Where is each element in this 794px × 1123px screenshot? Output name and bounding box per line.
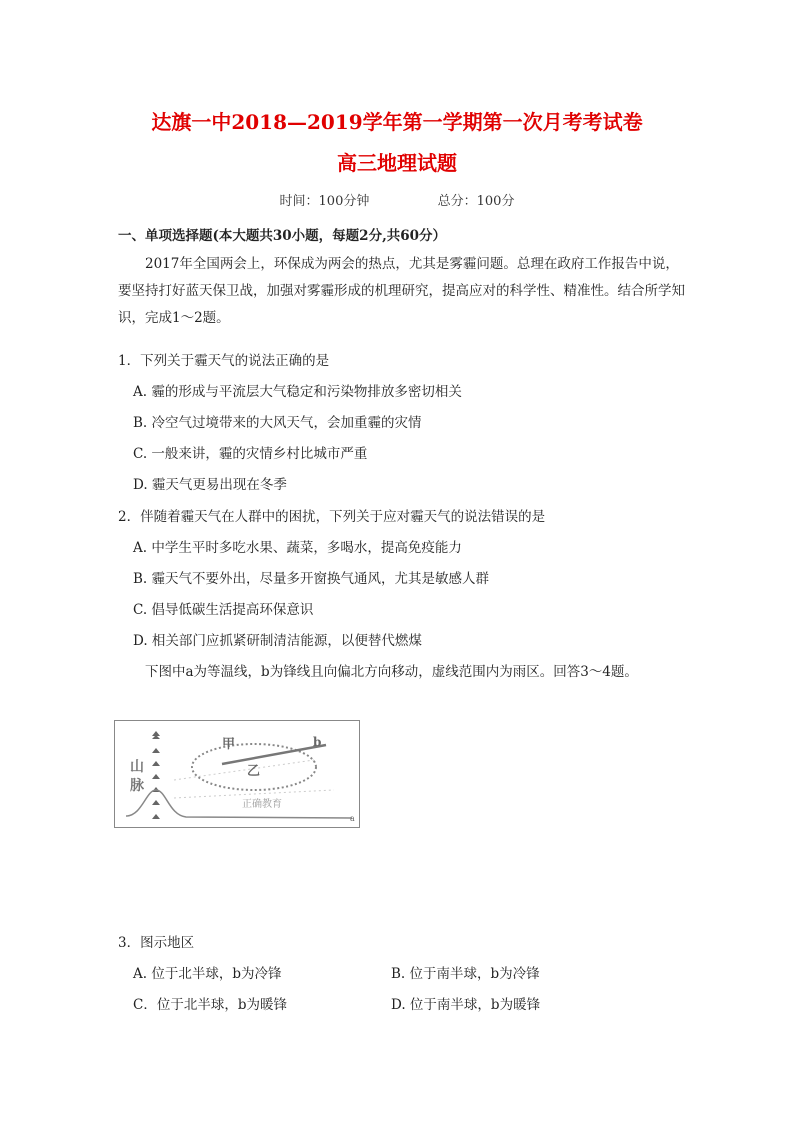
label-mountain-2: 脉 xyxy=(130,778,144,794)
label-yi: 乙 xyxy=(247,764,261,779)
question-1-option-c: C. 一般来讲，霾的灾情乡村比城市严重 xyxy=(133,446,368,462)
question-1-option-a: A. 霾的形成与平流层大气稳定和污染物排放多密切相关 xyxy=(133,384,462,400)
question-1-option-b: B. 冷空气过境带来的大风天气，会加重霾的灾情 xyxy=(133,415,422,431)
exam-meta xyxy=(0,190,794,209)
label-jia: 甲 xyxy=(222,737,236,752)
intro-paragraph-1: 2017年全国两会上，环保成为两会的热点，尤其是雾霾问题。总理在政府工作报告中说，要坚持打好蓝天保卫战，加强对雾霾形成的机理研究，提高应对的科学性、精准性。结合所学知识，完成1～2题。 xyxy=(118,256,685,326)
watermark-text: 正确教育 xyxy=(242,799,282,810)
question-3-option-a: A. 位于北半球，b为冷锋 xyxy=(133,966,282,982)
question-2-option-d: D. 相关部门应抓紧研制清洁能源，以便替代燃煤 xyxy=(133,633,422,649)
question-2-option-a: A. 中学生平时多吃水果、蔬菜，多喝水，提高免疫能力 xyxy=(133,540,462,556)
label-b: b xyxy=(313,735,322,749)
question-3-stem: 3．图示地区 xyxy=(118,935,195,951)
label-a: a xyxy=(350,814,355,823)
front-diagram-svg xyxy=(114,720,360,828)
question-3-option-d: D. 位于南半球，b为暖锋 xyxy=(391,997,541,1013)
question-2-option-c: C. 倡导低碳生活提高环保意识 xyxy=(133,602,314,618)
question-3-option-b: B. 位于南半球，b为冷锋 xyxy=(391,966,540,982)
label-mountain-1: 山 xyxy=(130,759,144,775)
question-3-option-c: C．位于北半球，b为暖锋 xyxy=(133,997,287,1013)
page-subtitle: 高三地理试题 xyxy=(337,151,457,175)
section-title: 一、单项选择题(本大题共30小题，每题2分,共60分） xyxy=(118,228,447,244)
question-1-option-d: D. 霾天气更易出现在冬季 xyxy=(133,477,287,493)
page-title: 达旗一中2018—2019学年第一学期第一次月考考试卷 xyxy=(151,110,643,134)
exam-time: 时间：100分钟 xyxy=(279,194,370,209)
weather-front-figure xyxy=(114,720,360,828)
question-2-stem: 2．伴随着霾天气在人群中的困扰，下列关于应对霾天气的说法错误的是 xyxy=(118,509,546,525)
intro-paragraph-2: 下图中a为等温线，b为锋线且向偏北方向移动，虚线范围内为雨区。回答3～4题。 xyxy=(145,664,638,680)
question-1-stem: 1．下列关于霾天气的说法正确的是 xyxy=(118,353,330,369)
question-2-option-b: B. 霾天气不要外出，尽量多开窗换气通风，尤其是敏感人群 xyxy=(133,571,490,587)
exam-score: 总分：100分 xyxy=(437,194,515,209)
